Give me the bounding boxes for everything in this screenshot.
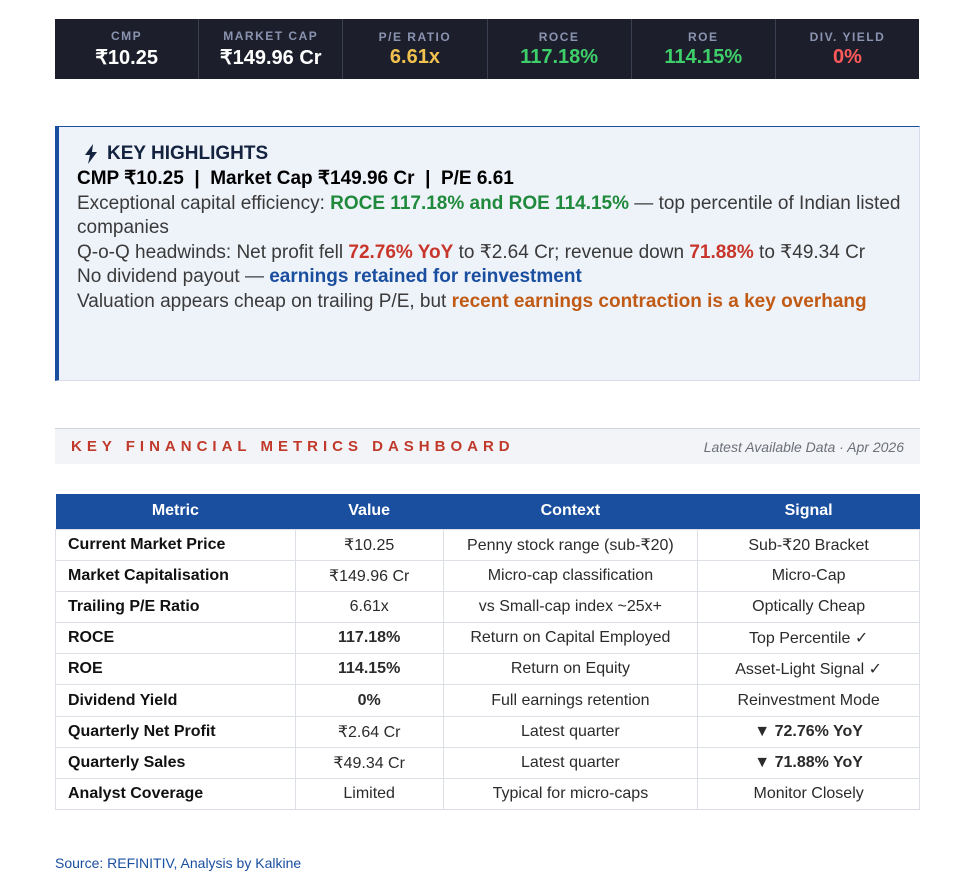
- value-cell: 114.15%: [295, 654, 443, 685]
- table-row: [56, 779, 920, 810]
- roce-roe-emphasis: ROCE 117.18% and ROE 114.15%: [330, 192, 630, 214]
- context-cell: Latest quarter: [443, 747, 698, 778]
- highlight-valuation: [77, 290, 901, 315]
- column-header: Metric: [56, 494, 296, 529]
- context-cell: Typical for micro-caps: [443, 779, 698, 810]
- signal-cell: Micro-Cap: [698, 560, 920, 591]
- value-cell: 117.18%: [295, 623, 443, 654]
- stat-value: 6.61x: [389, 45, 440, 68]
- stat-market-cap: [199, 19, 343, 79]
- table-row: [56, 529, 920, 560]
- value-cell: ₹149.96 Cr: [295, 560, 443, 591]
- value-cell: Limited: [295, 779, 443, 810]
- value-cell: ₹2.64 Cr: [295, 716, 443, 747]
- context-cell: Return on Equity: [443, 654, 698, 685]
- signal-cell: Optically Cheap: [698, 591, 920, 622]
- source-note: Source: REFINITIV, Analysis by Kalkine: [55, 855, 302, 871]
- metric-cell: Trailing P/E Ratio: [56, 591, 296, 622]
- text: to ₹49.34 Cr: [753, 241, 866, 263]
- metric-cell: Market Capitalisation: [56, 560, 296, 591]
- context-cell: Micro-cap classification: [443, 560, 698, 591]
- column-header: Value: [295, 494, 443, 529]
- revenue-decline-emphasis: 71.88%: [689, 241, 754, 263]
- table-row: [56, 747, 920, 778]
- dashboard-header: [55, 428, 920, 464]
- signal-cell: ▼ 72.76% YoY: [698, 716, 920, 747]
- table-row: [56, 685, 920, 716]
- metric-cell: Quarterly Sales: [56, 747, 296, 778]
- lightning-icon: [83, 144, 99, 164]
- context-cell: Full earnings retention: [443, 685, 698, 716]
- signal-cell: Monitor Closely: [698, 779, 920, 810]
- key-highlights-box: [55, 126, 920, 381]
- dashboard-title: KEY FINANCIAL METRICS DASHBOARD: [71, 438, 515, 455]
- stat-cmp: [55, 19, 199, 79]
- signal-cell: Asset-Light Signal ✓: [698, 654, 920, 685]
- stat-roce: [488, 19, 632, 79]
- text: to ₹2.64 Cr; revenue down: [453, 241, 690, 263]
- table-row: [56, 654, 920, 685]
- metric-cell: ROE: [56, 654, 296, 685]
- table-row: [56, 591, 920, 622]
- stat-pe-ratio: [343, 19, 487, 79]
- metrics-table: [55, 494, 920, 810]
- value-cell: 0%: [295, 685, 443, 716]
- stat-value: 0%: [832, 45, 862, 68]
- value-cell: ₹10.25: [295, 529, 443, 560]
- metric-cell: Current Market Price: [56, 529, 296, 560]
- stat-value: 114.15%: [664, 45, 743, 68]
- metric-cell: Analyst Coverage: [56, 779, 296, 810]
- overhang-emphasis: recent earnings contraction is a key overhang: [451, 290, 867, 312]
- text: Valuation appears cheap on trailing P/E, but: [77, 290, 452, 312]
- signal-cell: Top Percentile ✓: [698, 623, 920, 654]
- text: Exceptional capital efficiency:: [77, 192, 331, 214]
- stat-label: ROE: [688, 29, 719, 44]
- context-cell: vs Small-cap index ~25x+: [443, 591, 698, 622]
- highlights-title: KEY HIGHLIGHTS: [107, 143, 269, 164]
- table-row: [56, 716, 920, 747]
- highlights-heading: [83, 141, 901, 167]
- signal-cell: Reinvestment Mode: [698, 685, 920, 716]
- stat-roe: [632, 19, 776, 79]
- text: — top percentile of Indian listed companies: [77, 192, 901, 238]
- value-cell: 6.61x: [295, 591, 443, 622]
- signal-cell: Sub-₹20 Bracket: [698, 529, 920, 560]
- signal-cell: ▼ 71.88% YoY: [698, 747, 920, 778]
- stat-value: 117.18%: [520, 45, 599, 68]
- dashboard-date: Latest Available Data · Apr 2026: [703, 438, 904, 455]
- metric-cell: Quarterly Net Profit: [56, 716, 296, 747]
- context-cell: Penny stock range (sub-₹20): [443, 529, 698, 560]
- column-header: Signal: [698, 494, 920, 529]
- stat-div-yield: [776, 19, 919, 79]
- stat-label: MARKET CAP: [223, 28, 319, 43]
- context-cell: Return on Capital Employed: [443, 623, 698, 654]
- column-header: Context: [443, 494, 698, 529]
- table-body: [56, 529, 920, 810]
- context-cell: Latest quarter: [443, 716, 698, 747]
- text: No dividend payout —: [77, 266, 270, 287]
- metric-cell: ROCE: [56, 623, 296, 654]
- value-cell: ₹49.34 Cr: [295, 747, 443, 778]
- profit-decline-emphasis: 72.76% YoY: [348, 241, 454, 263]
- highlight-capital-efficiency: [77, 192, 901, 241]
- highlight-qoq-headwinds: [77, 241, 901, 266]
- highlight-dividend: [77, 265, 901, 290]
- stat-bar: [55, 19, 919, 79]
- table-header-row: [56, 494, 920, 529]
- table-row: [56, 623, 920, 654]
- stat-label: P/E RATIO: [378, 29, 452, 44]
- stat-value: ₹149.96 Cr: [219, 46, 322, 69]
- stat-label: ROCE: [538, 29, 580, 44]
- stat-value: ₹10.25: [95, 46, 158, 69]
- table-row: [56, 560, 920, 591]
- stat-label: CMP: [111, 28, 143, 43]
- highlights-summary: CMP ₹10.25 | Market Cap ₹149.96 Cr | P/E 6.61: [77, 168, 514, 189]
- stat-label: DIV. YIELD: [809, 29, 886, 44]
- metric-cell: Dividend Yield: [56, 685, 296, 716]
- reinvestment-emphasis: earnings retained for reinvestment: [269, 266, 582, 287]
- text: Q-o-Q headwinds: Net profit fell: [77, 241, 349, 263]
